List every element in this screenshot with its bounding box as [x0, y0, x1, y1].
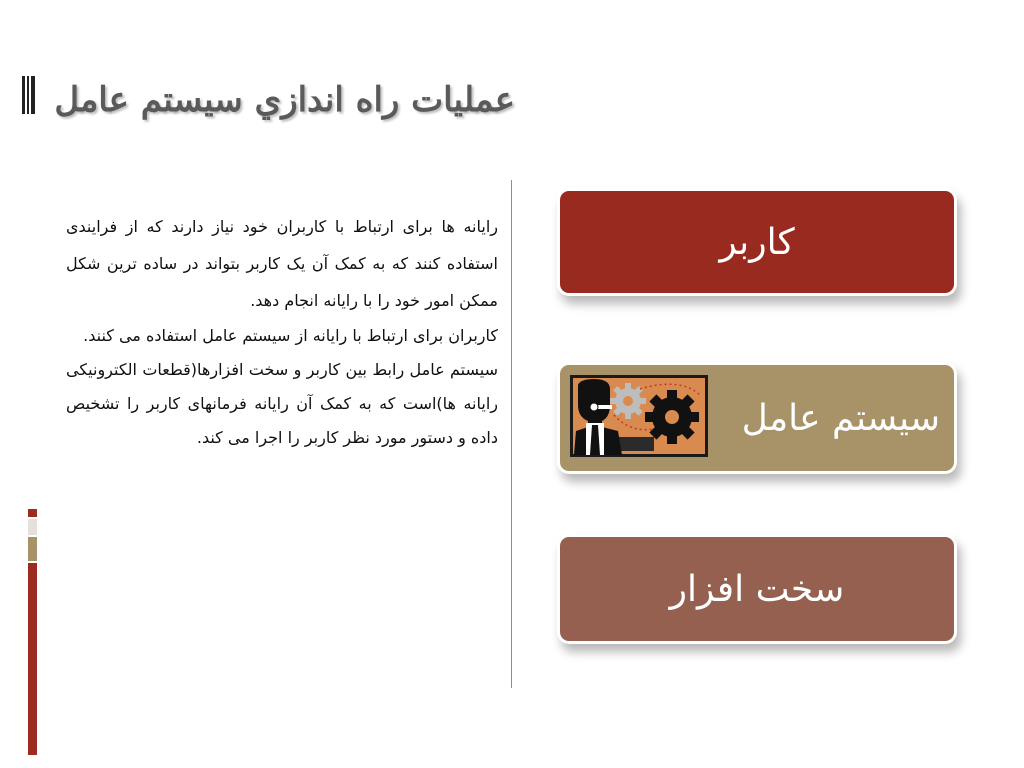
paragraph-1: رایانه ها برای ارتباط با کاربران خود نیاز دارند که از فرایندی استفاده کنند که به کمک آن یک کاربر بتواند در ساده ترین شکل ممکن امور خود را با رایانه انجام دهد.	[66, 217, 498, 310]
user-box	[557, 188, 957, 296]
slide-title: عملیات راه اندازي سیستم عامل	[54, 80, 515, 120]
user-label: کاربر	[719, 221, 795, 263]
side-stripe-red-top	[28, 509, 37, 517]
hardware-box	[557, 534, 957, 644]
hardware-label: سخت افزار	[669, 568, 845, 610]
body-text	[66, 208, 498, 455]
os-box	[557, 362, 957, 474]
os-label: سیستم عامل	[741, 397, 940, 439]
side-stripe-red-long	[28, 563, 37, 755]
operating-system-gears-icon	[570, 375, 708, 457]
title-bar-accent	[22, 76, 42, 114]
column-divider	[511, 180, 512, 688]
paragraph-2: کاربران برای ارتباط با رایانه از سیستم عامل استفاده می کنند.	[83, 326, 498, 345]
side-stripe-light	[28, 519, 37, 535]
side-stripe-tan	[28, 537, 37, 561]
paragraph-3: سیستم عامل رابط بین کاربر و سخت افزارها(قطعات الکترونیکی رایانه ها)است که به کمک آن رایانه فرمانهای کاربر را تشخیص داده و دستور مورد نظر کاربر را اجرا می کند.	[66, 360, 498, 447]
